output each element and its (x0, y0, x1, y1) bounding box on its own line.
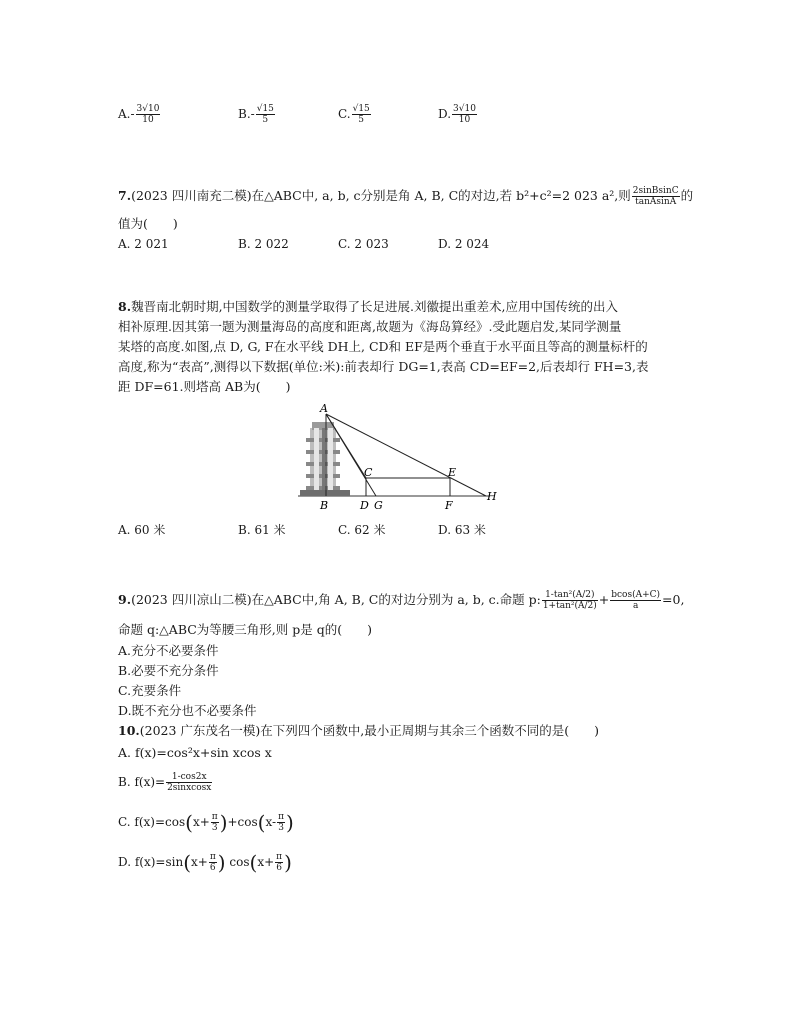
q7-stem-line2: 值为( ) (118, 216, 178, 231)
q7-option-c: C. 2 023 (338, 237, 389, 251)
q8-option-b: B. 61 米 (238, 523, 286, 537)
label-h: H (487, 490, 497, 503)
q10-option-c: C. f(x)=cos(x+ $\frac{\pi}{3}$ )+cos(x- $\frac{\pi}{3}$ ) (118, 810, 294, 835)
q8-option-d: D. 63 米 (438, 523, 486, 537)
q8-figure (290, 398, 510, 514)
label-b: B (320, 499, 329, 512)
label-e: E (448, 466, 457, 479)
label-d: D (360, 499, 369, 512)
q8-stem: 8.魏晋南北朝时期,中国数学的测量学取得了长足进展.刘徽提出重差术,应用中国传统的出入 相补原理.因其第一题为测量海岛的高度和距离,故题为《海岛算经》.受此题启发,某同学测量 某塔的高度.如图,点 D, G, F在水平线 DH上, CD和 EF是两个垂直于水平面且等高的测量标杆的 高度,称为“表高”,测得以下数据(单位:米):前表却行 DG=1,表高 CD=EF=2,后表却行 FH=3,表 距 DF=61.则塔高 AB为( ) (118, 299, 649, 394)
q9-option-c: C.充要条件 (118, 683, 182, 698)
q10-option-d: D. f(x)=sin(x+ $\frac{\pi}{6}$ ) cos(x+ $\frac{\pi}{6}$ ) (118, 850, 292, 875)
q8-option-a: A. 60 米 (118, 523, 166, 537)
q9-stem: 9.(2023 四川凉山二模)在△ABC中,角 A, B, C的对边分别为 a, b, c.命题 p: $\frac{\text{1-tan²(A/2)}}{\text{1+tan²(A/2)}}$ + $\frac{bcos(A+C)}{a}$ =0, (118, 590, 685, 611)
q9-option-d: D.既不充分也不必要条件 (118, 703, 257, 718)
q6-option-b: B.- $\frac{√15}{5}$ (238, 104, 274, 125)
q8-option-c: C. 62 米 (338, 523, 386, 537)
q7-stem: 7.(2023 四川南充二模)在△ABC中, a, b, c分别是角 A, B, C的对边,若 b²+c²=2 023 a²,则 $\frac{\text{2sinBsinC}}{\text{tanAsinA}}$ 的 (118, 186, 694, 207)
label-g: G (374, 499, 383, 512)
label-a: A (320, 402, 328, 415)
q9-option-a: A.充分不必要条件 (118, 643, 219, 658)
label-f: F (445, 499, 453, 512)
q7-option-a: A. 2 021 (118, 237, 169, 251)
q7-option-d: D. 2 024 (438, 237, 490, 251)
label-c: C (364, 466, 373, 479)
q10-stem: 10.(2023 广东茂名一模)在下列四个函数中,最小正周期与其余三个函数不同的是( ) (118, 723, 600, 738)
pagoda-image (300, 422, 350, 496)
q10-option-b: B. f(x)= $\frac{1-\cos 2x}{\text{2sinxcosx}}$ (118, 772, 212, 793)
q9-option-b: B.必要不充分条件 (118, 663, 219, 678)
q10-option-a: A. f(x)=cos²x+sin xcos x (118, 745, 272, 760)
q6-option-c: C. $\frac{√15}{5}$ (338, 104, 370, 125)
q6-option-a: A.- $\frac{3√10}{10}$ (118, 104, 160, 125)
segment-ah (326, 414, 486, 496)
q7-option-b: B. 2 022 (238, 237, 289, 251)
q6-option-d: D. $\frac{3√10}{10}$ (438, 104, 476, 125)
q9-stem-line2: 命题 q:△ABC为等腰三角形,则 p是 q的( ) (118, 622, 372, 637)
